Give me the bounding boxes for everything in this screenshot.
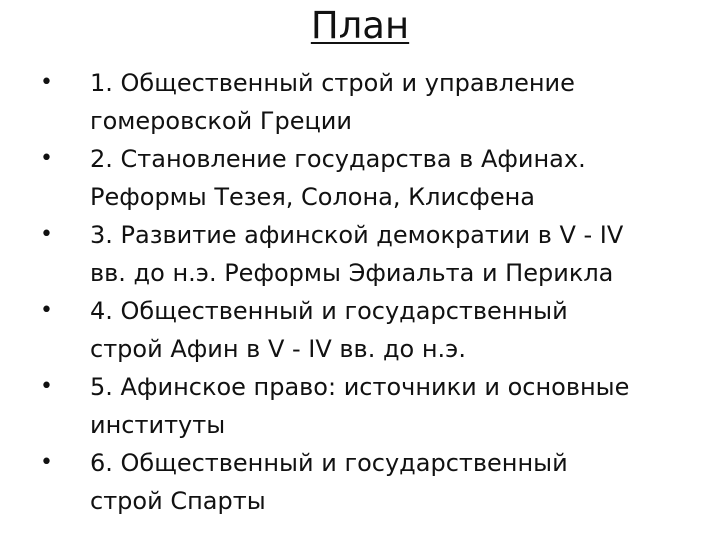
bullet-icon: • bbox=[40, 450, 53, 475]
plan-item-text-line: гомеровской Греции bbox=[90, 107, 352, 135]
plan-item-text-line: вв. до н.э. Реформы Эфиальта и Перикла bbox=[90, 259, 614, 287]
plan-item-text-line: строй Афин в V - IV вв. до н.э. bbox=[90, 335, 466, 363]
plan-item-4 bbox=[40, 292, 700, 368]
plan-item-text-line: институты bbox=[90, 411, 226, 439]
bullet-icon: • bbox=[40, 374, 53, 399]
plan-item-text-line: 5. Афинское право: источники и основные bbox=[90, 373, 630, 401]
bullet-icon: • bbox=[40, 298, 53, 323]
plan-item-text-line: 1. Общественный строй и управление bbox=[90, 69, 575, 97]
plan-list bbox=[40, 64, 700, 520]
plan-item-1 bbox=[40, 64, 700, 140]
plan-item-6 bbox=[40, 444, 700, 520]
plan-item-text-line: строй Спарты bbox=[90, 487, 266, 515]
slide-title: План bbox=[310, 4, 410, 47]
plan-item-2 bbox=[40, 140, 700, 216]
bullet-icon: • bbox=[40, 146, 53, 171]
bullet-icon: • bbox=[40, 222, 53, 247]
plan-item-5 bbox=[40, 368, 700, 444]
plan-item-text-line: 4. Общественный и государственный bbox=[90, 297, 568, 325]
bullet-icon: • bbox=[40, 70, 53, 95]
plan-item-text-line: Реформы Тезея, Солона, Клисфена bbox=[90, 183, 535, 211]
plan-item-3 bbox=[40, 216, 700, 292]
plan-item-text-line: 3. Развитие афинской демократии в V - IV bbox=[90, 221, 624, 249]
plan-item-text-line: 2. Становление государства в Афинах. bbox=[90, 145, 586, 173]
plan-item-text-line: 6. Общественный и государственный bbox=[90, 449, 568, 477]
